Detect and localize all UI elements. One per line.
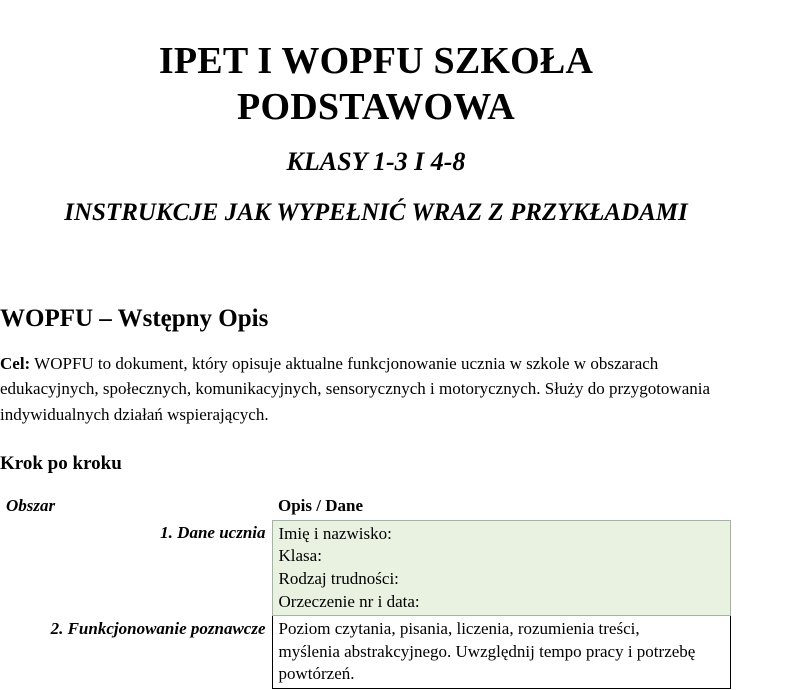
column-header-area: Obszar <box>6 496 56 516</box>
table-cell-area: 2. Funkcjonowanie poznawcze <box>50 618 266 638</box>
table-row <box>0 616 730 689</box>
table-cell-area: 1. Dane ucznia <box>160 523 266 543</box>
page-subtitle-secondary: INSTRUKCJE JAK WYPEŁNIĆ WRAZ Z PRZYKŁADAMI <box>64 198 688 226</box>
sub-heading-steps: Krok po kroku <box>0 453 122 475</box>
paragraph-lead-label: Cel: <box>0 353 31 373</box>
cell-line: Imię i nazwisko: <box>278 523 392 543</box>
cell-line: Klasa: <box>278 546 322 566</box>
page-title-line-1: IPET I WOPFU SZKOŁA <box>158 40 594 82</box>
cell-line: myślenia abstrakcyjnego. Uwzględnij tempo pracy i potrzebę <box>278 641 696 661</box>
section-paragraph <box>0 351 760 428</box>
page-subtitle: KLASY 1-3 I 4-8 <box>286 146 466 176</box>
table-row <box>0 520 730 615</box>
cell-line: Orzeczenie nr i data: <box>278 591 420 611</box>
steps-table <box>0 493 731 689</box>
column-header-description: Opis / Dane <box>278 496 364 516</box>
table-header-row <box>0 493 730 520</box>
cell-line: Rodzaj trudności: <box>278 569 399 589</box>
paragraph-text: WOPFU to dokument, który opisuje aktualne funkcjonowanie ucznia w szkole w obszarach edukacyjnych, społecznych, komunikacyjnych, sensorycznych i motorycznych. Służy do przygotowania indywidualnych działań wspierających. <box>0 353 711 424</box>
page-title <box>0 38 800 131</box>
section-heading-wopfu: WOPFU – Wstępny Opis <box>0 304 269 332</box>
table-cell-description <box>272 520 730 615</box>
page-title-line-2: PODSTAWOWA <box>237 86 515 129</box>
table-cell-description <box>272 616 730 689</box>
cell-line: Poziom czytania, pisania, liczenia, rozumienia treści, <box>278 619 640 639</box>
cell-line: powtórzeń. <box>278 664 355 684</box>
